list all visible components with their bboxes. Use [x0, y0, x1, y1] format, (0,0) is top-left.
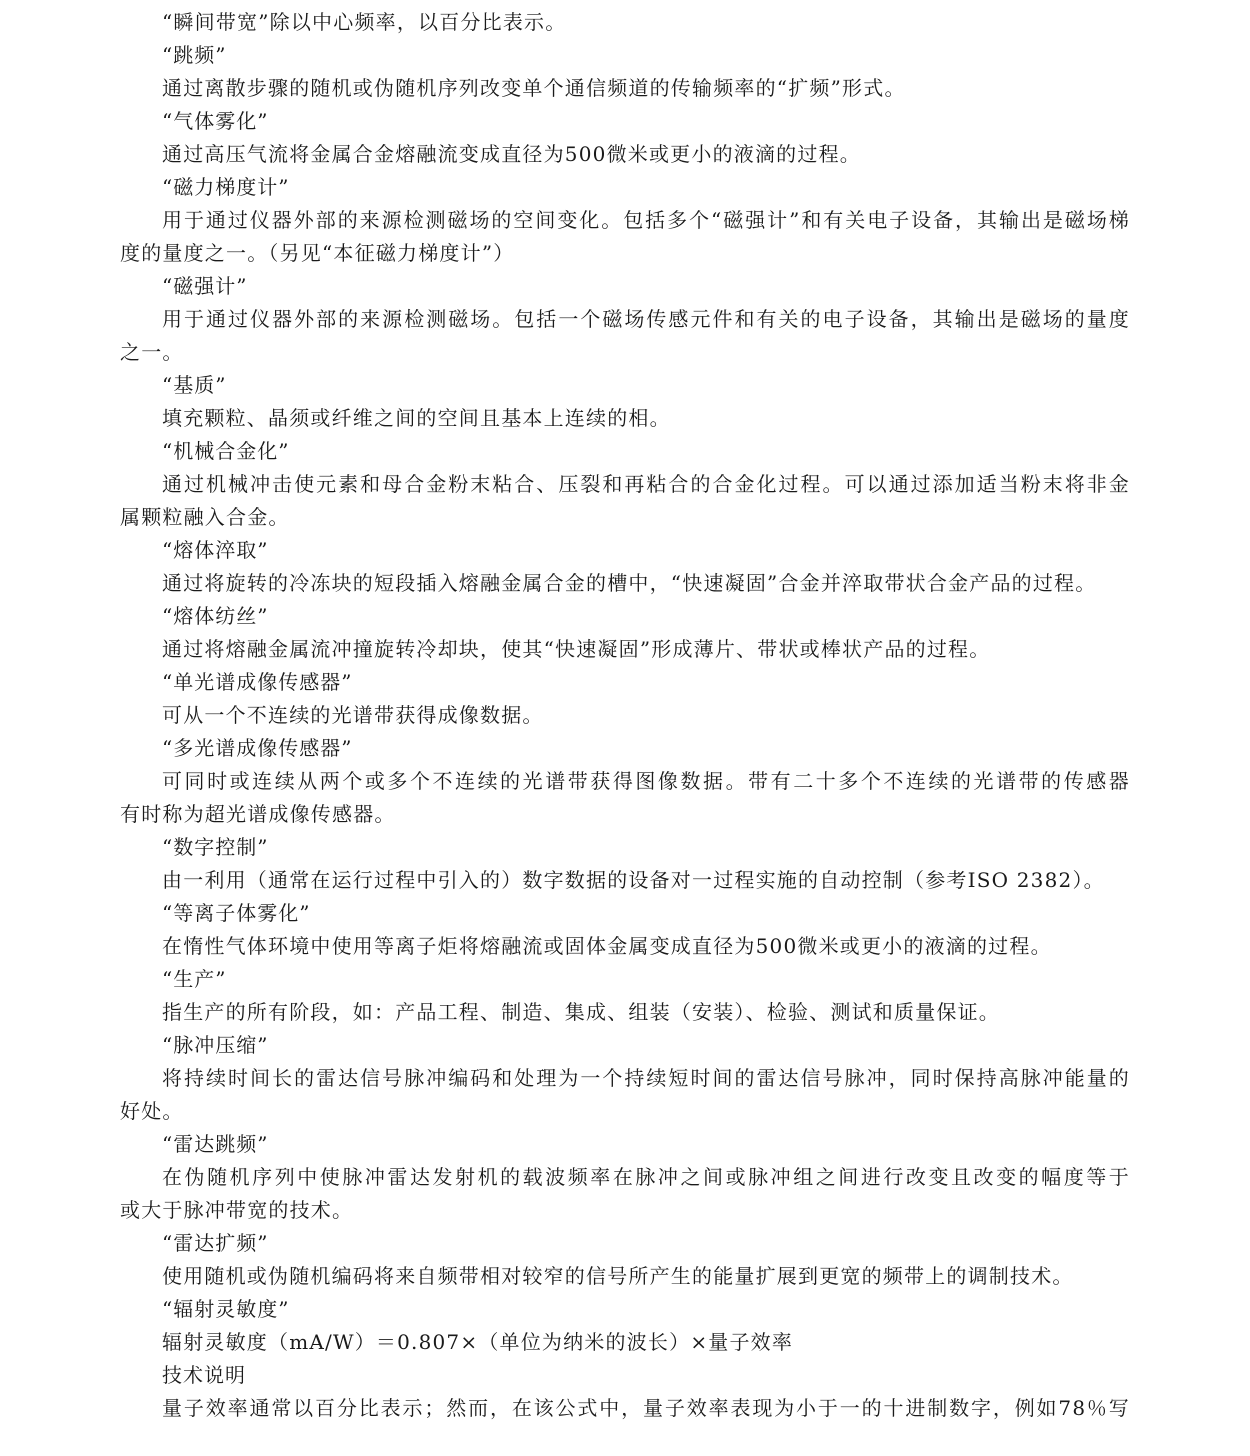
definition-continuation: 之一。 — [120, 340, 184, 364]
definition-continuation: 或大于脉冲带宽的技术。 — [120, 1198, 354, 1222]
term-heading: “数字控制” — [162, 835, 269, 859]
term-heading: “磁强计” — [162, 274, 248, 298]
term-heading: “基质” — [162, 373, 227, 397]
definition-continuation: 属颗粒融入合金。 — [120, 505, 290, 529]
definition-line: 填充颗粒、晶须或纤维之间的空间且基本上连续的相。 — [162, 406, 671, 430]
definition-line: 通过机械冲击使元素和母合金粉末粘合、压裂和再粘合的合金化过程。可以通过添加适当粉末将非金 — [162, 472, 1130, 496]
term-heading: “单光谱成像传感器” — [162, 670, 353, 694]
term-heading: “等离子体雾化” — [162, 901, 311, 925]
definition-line: 用于通过仪器外部的来源检测磁场的空间变化。包括多个“磁强计”和有关电子设备，其输出是磁场梯 — [162, 208, 1130, 232]
definition-line: 使用随机或伪随机编码将来自频带相对较窄的信号所产生的能量扩展到更宽的频带上的调制技术。 — [162, 1264, 1074, 1288]
definition-continuation: 度的量度之一。（另见“本征磁力梯度计”） — [120, 241, 515, 265]
definition-line: 通过将旋转的冷冻块的短段插入熔融金属合金的槽中，“快速凝固”合金并淬取带状合金产品的过程。 — [162, 571, 1097, 595]
definition-line: 通过将熔融金属流冲撞旋转冷却块，使其“快速凝固”形成薄片、带状或棒状产品的过程。 — [162, 637, 991, 661]
term-heading: “跳频” — [162, 43, 227, 67]
definition-line: 可同时或连续从两个或多个不连续的光谱带获得图像数据。带有二十多个不连续的光谱带的传感器 — [162, 769, 1130, 793]
term-heading: “磁力梯度计” — [162, 175, 290, 199]
term-heading: “雷达跳频” — [162, 1132, 269, 1156]
definition-line: 用于通过仪器外部的来源检测磁场。包括一个磁场传感元件和有关的电子设备，其输出是磁场的量度 — [162, 307, 1130, 331]
definition-line: 量子效率通常以百分比表示；然而，在该公式中，量子效率表现为小于一的十进制数字，例如78％写 — [162, 1396, 1130, 1420]
definition-line: 在惰性气体环境中使用等离子炬将熔融流或固体金属变成直径为500微米或更小的液滴的过程。 — [162, 934, 1052, 958]
definition-continuation: 有时称为超光谱成像传感器。 — [120, 802, 396, 826]
term-heading: “辐射灵敏度” — [162, 1297, 290, 1321]
term-heading: “雷达扩频” — [162, 1231, 269, 1255]
definition-line: 在伪随机序列中使脉冲雷达发射机的载波频率在脉冲之间或脉冲组之间进行改变且改变的幅度等于 — [162, 1165, 1130, 1189]
definition-line: 通过高压气流将金属合金熔融流变成直径为500微米或更小的液滴的过程。 — [162, 142, 861, 166]
definition-line: 由一利用（通常在运行过程中引入的）数字数据的设备对一过程实施的自动控制（参考ISO 2382）。 — [162, 868, 1105, 892]
term-heading: “机械合金化” — [162, 439, 290, 463]
document-page — [120, 6, 1130, 1425]
definition-line: 指生产的所有阶段，如：产品工程、制造、集成、组装（安装）、检验、测试和质量保证。 — [162, 1000, 1000, 1024]
term-heading: “生产” — [162, 967, 227, 991]
term-heading: “熔体淬取” — [162, 538, 269, 562]
definition-line: 通过离散步骤的随机或伪随机序列改变单个通信频道的传输频率的“扩频”形式。 — [162, 76, 906, 100]
technical-note-heading: 技术说明 — [162, 1363, 246, 1387]
formula-line: 辐射灵敏度（mA/W）＝0.807×（单位为纳米的波长）×量子效率 — [162, 1330, 794, 1354]
definition-continuation: 好处。 — [120, 1099, 184, 1123]
term-heading: “气体雾化” — [162, 109, 269, 133]
definition-line: “瞬间带宽”除以中心频率，以百分比表示。 — [162, 10, 567, 34]
definition-line: 将持续时间长的雷达信号脉冲编码和处理为一个持续短时间的雷达信号脉冲，同时保持高脉冲能量的 — [162, 1066, 1130, 1090]
definition-line: 可从一个不连续的光谱带获得成像数据。 — [162, 703, 544, 727]
term-heading: “多光谱成像传感器” — [162, 736, 353, 760]
term-heading: “脉冲压缩” — [162, 1033, 269, 1057]
term-heading: “熔体纺丝” — [162, 604, 269, 628]
